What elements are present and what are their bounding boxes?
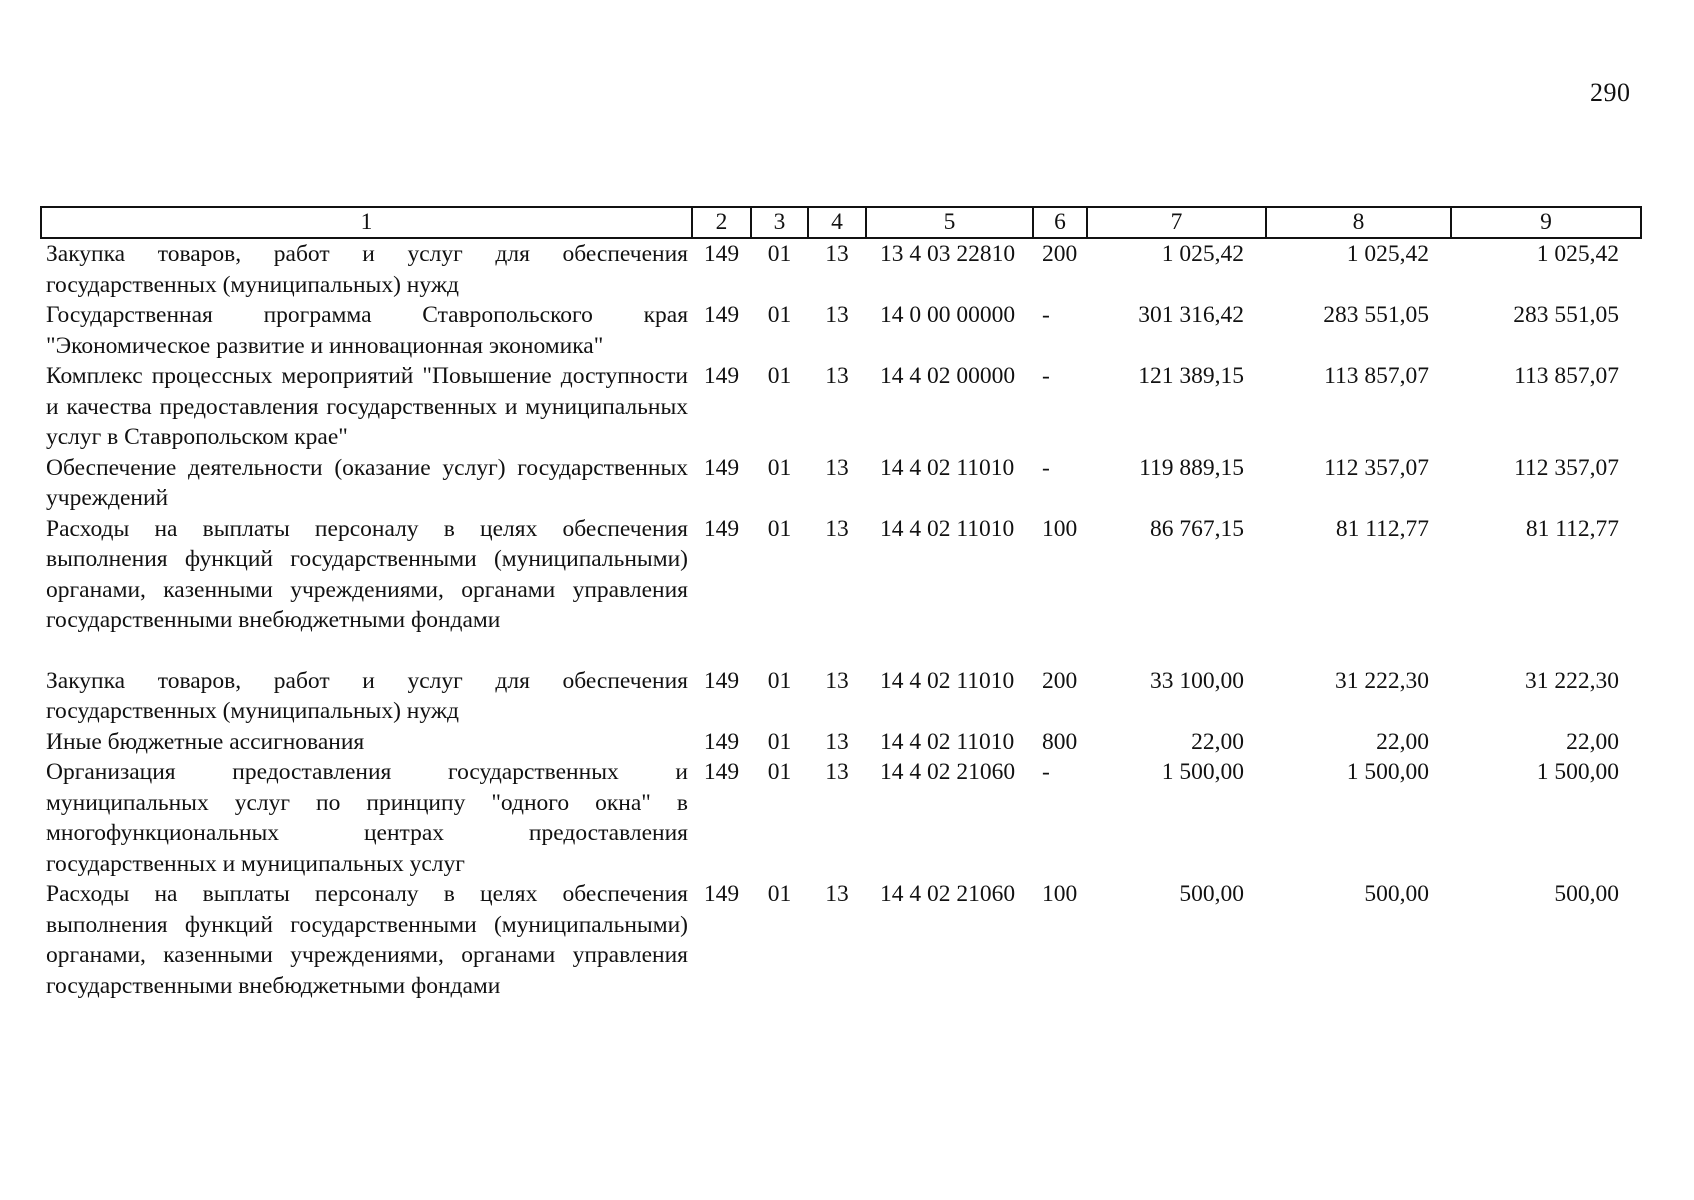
table-row [41, 514, 1641, 636]
row-expense-type: 200 [1042, 667, 1078, 694]
row-target-code: 14 4 02 11010 [880, 454, 1015, 481]
row-amount-col9: 283 551,05 [1513, 302, 1619, 328]
page-number: 290 [1590, 78, 1631, 107]
row-name: Комплекс процессных мероприятий "Повышение доступности и качества предоставления государственных и муниципальных услуг в Ставропольском крае" [46, 363, 688, 450]
budget-table [40, 206, 1642, 1001]
header-col-9: 9 [1451, 207, 1641, 238]
row-subsection-code: 13 [825, 302, 849, 328]
row-name: Расходы на выплаты персоналу в целях обеспечения выполнения функций государственными (муниципальными) органами, казенными учреждениями, органами управления государственными внебюджетными фондами [46, 515, 688, 633]
header-col-1: 1 [41, 207, 692, 238]
row-amount-col7: 301 316,42 [1138, 302, 1244, 328]
row-amount-col9: 81 112,77 [1525, 515, 1619, 542]
row-target-code: 14 4 02 21060 [880, 759, 1016, 785]
header-col-3: 3 [751, 207, 808, 238]
row-amount-col9: 112 357,07 [1514, 454, 1619, 481]
row-subsection-code: 13 [825, 881, 849, 907]
row-ministry-code: 149 [703, 363, 740, 389]
row-ministry-code: 149 [703, 881, 740, 907]
row-ministry-code: 149 [703, 667, 740, 694]
header-col-7: 7 [1087, 207, 1266, 238]
table-row [41, 453, 1641, 514]
row-amount-col9: 22,00 [1566, 728, 1619, 755]
table-header [41, 207, 1641, 238]
row-ministry-code: 149 [703, 515, 740, 542]
row-name: Обеспечение деятельности (оказание услуг) государственных учреждений [46, 454, 688, 511]
row-amount-col7: 22,00 [1191, 728, 1244, 755]
row-expense-type: - [1042, 302, 1050, 328]
row-subsection-code: 13 [825, 363, 849, 389]
row-subsection-code: 13 [825, 515, 849, 542]
row-amount-col8: 81 112,77 [1335, 515, 1429, 542]
row-name: Расходы на выплаты персоналу в целях обеспечения выполнения функций государственными (муниципальными) органами, казенными учреждениями, органами управления государственными внебюджетными фондами [46, 881, 688, 999]
row-amount-col8: 1 025,42 [1346, 241, 1429, 267]
row-section-code: 01 [767, 881, 792, 907]
row-section-code: 01 [767, 363, 792, 389]
row-amount-col9: 31 222,30 [1525, 667, 1619, 694]
table-row [41, 361, 1641, 453]
row-subsection-code: 13 [825, 667, 849, 694]
table-body [41, 238, 1641, 1001]
row-name: Организация предоставления государственных и муниципальных услуг по принципу "одного окна" в многофункциональных центрах предоставления государственных и муниципальных услуг [46, 759, 688, 877]
row-target-code: 14 4 02 11010 [880, 728, 1015, 755]
row-ministry-code: 149 [703, 241, 740, 267]
row-expense-type: 100 [1042, 881, 1078, 907]
row-name: Иные бюджетные ассигнования [46, 728, 365, 755]
row-section-code: 01 [767, 454, 792, 481]
row-target-code: 14 4 02 00000 [880, 363, 1016, 389]
row-amount-col9: 113 857,07 [1514, 363, 1619, 389]
row-section-code: 01 [767, 667, 792, 694]
row-amount-col7: 121 389,15 [1138, 363, 1244, 389]
row-target-code: 14 4 02 21060 [880, 881, 1016, 907]
row-section-code: 01 [767, 759, 792, 785]
table-row [41, 757, 1641, 879]
row-ministry-code: 149 [703, 759, 740, 785]
table-row [41, 666, 1641, 727]
row-amount-col8: 31 222,30 [1335, 667, 1429, 694]
row-spacer [41, 636, 1641, 666]
table-row [41, 727, 1641, 758]
row-amount-col7: 86 767,15 [1150, 515, 1244, 542]
row-target-code: 14 0 00 00000 [880, 302, 1016, 328]
row-amount-col7: 119 889,15 [1139, 454, 1244, 481]
row-amount-col8: 112 357,07 [1324, 454, 1429, 481]
row-amount-col9: 1 025,42 [1536, 241, 1619, 267]
row-amount-col8: 283 551,05 [1323, 302, 1429, 328]
row-expense-type: 200 [1042, 241, 1078, 267]
row-amount-col7: 1 500,00 [1161, 759, 1244, 785]
header-col-8: 8 [1266, 207, 1451, 238]
row-name: Закупка товаров, работ и услуг для обеспечения государственных (муниципальных) нужд [46, 667, 688, 724]
table-row [41, 300, 1641, 361]
row-amount-col7: 1 025,42 [1161, 241, 1244, 267]
row-expense-type: 800 [1042, 728, 1078, 755]
row-amount-col7: 500,00 [1179, 881, 1244, 907]
row-ministry-code: 149 [703, 728, 740, 755]
row-section-code: 01 [767, 302, 792, 328]
row-amount-col9: 500,00 [1554, 881, 1619, 907]
row-subsection-code: 13 [825, 241, 849, 267]
row-amount-col8: 22,00 [1376, 728, 1429, 755]
row-amount-col8: 1 500,00 [1346, 759, 1429, 785]
row-subsection-code: 13 [825, 454, 849, 481]
row-section-code: 01 [767, 515, 792, 542]
table-row [41, 879, 1641, 1001]
row-target-code: 13 4 03 22810 [880, 241, 1016, 267]
row-subsection-code: 13 [825, 728, 849, 755]
header-col-5: 5 [866, 207, 1033, 238]
row-expense-type: - [1042, 363, 1050, 389]
row-ministry-code: 149 [703, 302, 740, 328]
header-col-2: 2 [692, 207, 751, 238]
row-expense-type: - [1042, 454, 1050, 481]
table-row [41, 238, 1641, 300]
row-name: Закупка товаров, работ и услуг для обеспечения государственных (муниципальных) нужд [46, 241, 688, 298]
header-col-6: 6 [1033, 207, 1087, 238]
row-target-code: 14 4 02 11010 [880, 515, 1015, 542]
row-section-code: 01 [767, 241, 792, 267]
row-subsection-code: 13 [825, 759, 849, 785]
row-amount-col7: 33 100,00 [1150, 667, 1244, 694]
row-ministry-code: 149 [703, 454, 740, 481]
row-name: Государственная программа Ставропольского края "Экономическое развитие и инновационная экономика" [46, 302, 688, 359]
row-expense-type: - [1042, 759, 1050, 785]
row-target-code: 14 4 02 11010 [880, 667, 1015, 694]
row-expense-type: 100 [1042, 515, 1078, 542]
row-amount-col9: 1 500,00 [1536, 759, 1619, 785]
row-section-code: 01 [767, 728, 792, 755]
row-amount-col8: 500,00 [1364, 881, 1429, 907]
row-amount-col8: 113 857,07 [1324, 363, 1429, 389]
header-col-4: 4 [808, 207, 866, 238]
